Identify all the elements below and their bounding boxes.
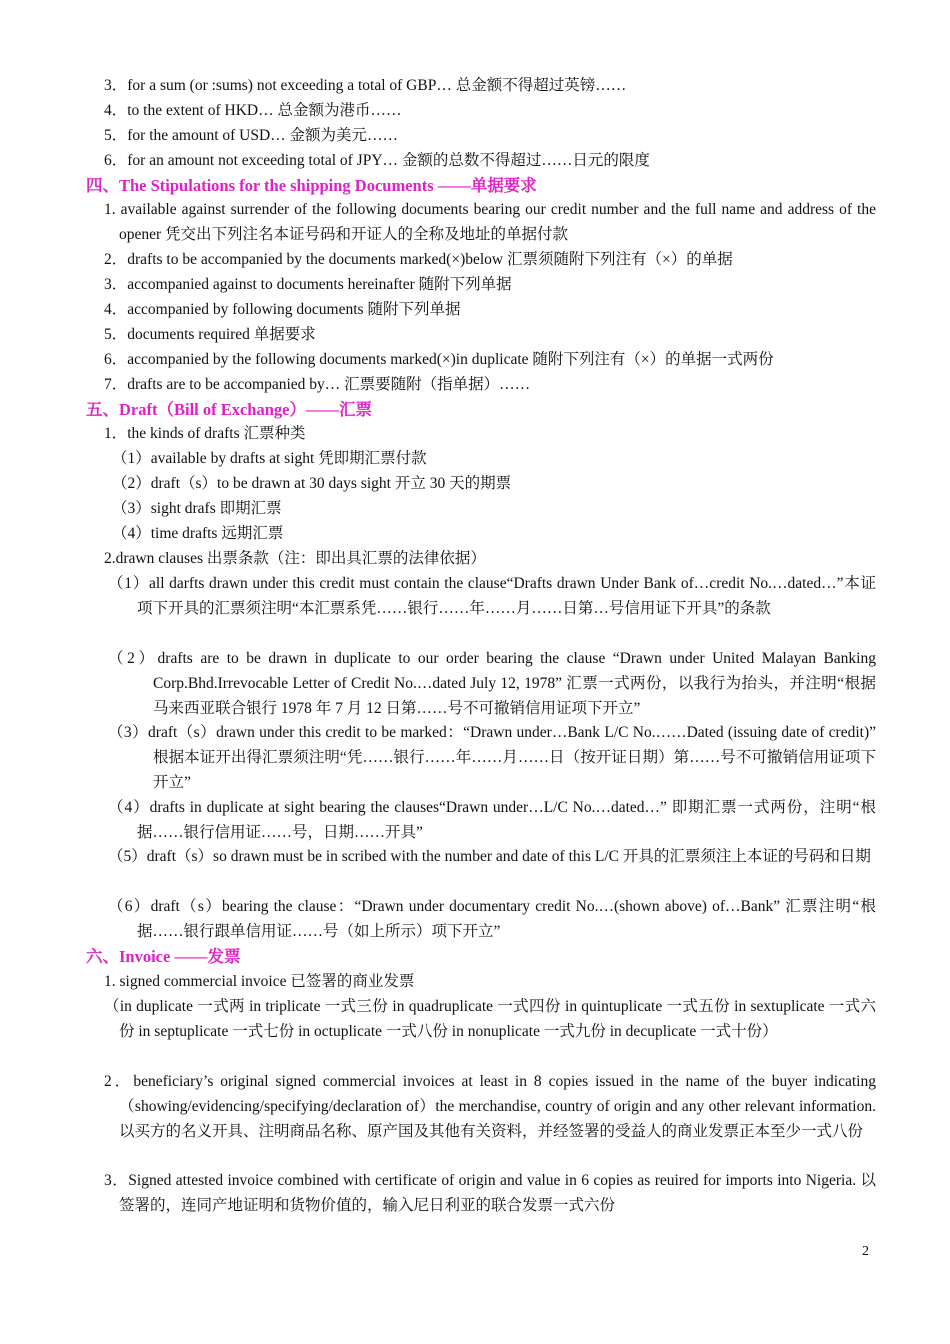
section-heading-shipping-documents: 四、The Stipulations for the shipping Documents ——单据要求 [86,176,537,195]
list-item: 3．accompanied against to documents hereinafter 随附下列单据 [104,276,512,293]
list-item: （3）sight drafs 即期汇票 [112,500,282,517]
list-item: （4）time drafts 远期汇票 [112,525,284,542]
page-number: 2 [862,1244,869,1259]
list-item: 6．accompanied by the following documents marked(×)in duplicate 随附下列注有（×）的单据一式两份 [104,351,774,368]
subsection-title: 2.drawn clauses 出票条款（注：即出具汇票的法律依据） [104,550,486,567]
clause-item: （2）drafts are to be drawn in duplicate to our order bearing the clause “Drawn under United Malayan Banking Corp.Bhd.Irrevocable Letter of Credit No.…dated July 12, 1978” 汇票一式两份，以我行为抬头，并注明“根据马来西亚联合银行 1978 年 7 月 12 日第……号不可撤销信用证项下开立” [108,650,876,717]
subsection-title: 1．the kinds of drafts 汇票种类 [104,425,306,442]
clause-item: （6）draft（s）bearing the clause：“Drawn under documentary credit No.…(shown above) of…Bank” 汇票注明“根据……银行跟单信用证……号（如上所示）项下开立” [108,898,876,940]
clause-item: （5）draft（s）so drawn must be in scribed with the number and date of this L/C 开具的汇票须注上本证的号码和日期 [108,848,871,865]
clause-item: （1）all darfts drawn under this credit must contain the clause“Drafts drawn Under Bank of…credit No.…dated…”本证项下开具的汇票须注明“本汇票系凭……银行……年……月……日第…号信用证下开具”的条款 [108,575,876,617]
currency-item: 6．for an amount not exceeding total of JPY… 金额的总数不得超过……日元的限度 [104,152,650,169]
list-item: 3．Signed attested invoice combined with certificate of origin and value in 6 copies as reuired for imports into Nigeria. 以签署的，连同产地证明和货物价值的，输入尼日利亚的联合发票一式六份 [104,1172,876,1214]
list-item: 2．drafts to be accompanied by the documents marked(×)below 汇票须随附下列注有（×）的单据 [104,251,733,268]
currency-item: 3．for a sum (or :sums) not exceeding a total of GBP… 总金额不得超过英镑…… [104,77,627,94]
list-item: （2）draft（s）to be drawn at 30 days sight 开立 30 天的期票 [112,475,512,492]
clause-item: （3）draft（s）drawn under this credit to be marked：“Drawn under…Bank L/C No.……Dated (issuing date of credit)” 根据本证开出得汇票须注明“凭……银行……年……月……日（按开证日期）第……号不可撤销信用证项下开立” [108,724,876,791]
list-item: 2．beneficiary’s original signed commercial invoices at least in 8 copies issued in the name of the buyer indicating（showing/evidencing/specifying/declaration of）the merchandise, country of origin and any other relevant information. 以买方的名义开具、注明商品名称、原产国及其他有关资料，并经签署的受益人的商业发票正本至少一式八份 [104,1073,876,1140]
list-item: 4．accompanied by following documents 随附下列单据 [104,301,461,318]
copies-note: （in duplicate 一式两 in triplicate 一式三份 in quadruplicate 一式四份 in quintuplicate 一式五份 in sextuplicate 一式六份 in septuplicate 一式七份 in octuplicate 一式八份 in nonuplicate 一式九份 in decuplicate 一式十份） [104,998,876,1040]
section-heading-invoice: 六、Invoice ——发票 [86,947,241,966]
list-item: 5．documents required 单据要求 [104,326,316,343]
section-heading-draft: 五、Draft（Bill of Exchange）——汇票 [86,400,372,419]
list-item: 1. available against surrender of the following documents bearing our credit number and the full name and address of the opener 凭交出下列注名本证号码和开证人的全称及地址的单据付款 [104,201,876,243]
clause-item: （4）drafts in duplicate at sight bearing the clauses“Drawn under…L/C No.…dated…” 即期汇票一式两份，注明“根据……银行信用证……号，日期……开具” [108,799,876,841]
currency-item: 4．to the extent of HKD… 总金额为港币…… [104,102,402,119]
list-item: 1. signed commercial invoice 已签署的商业发票 [104,973,415,990]
list-item: （1）available by drafts at sight 凭即期汇票付款 [112,450,427,467]
list-item: 7．drafts are to be accompanied by… 汇票要随附（指单据）…… [104,376,531,393]
currency-item: 5．for the amount of USD… 金额为美元…… [104,127,399,144]
